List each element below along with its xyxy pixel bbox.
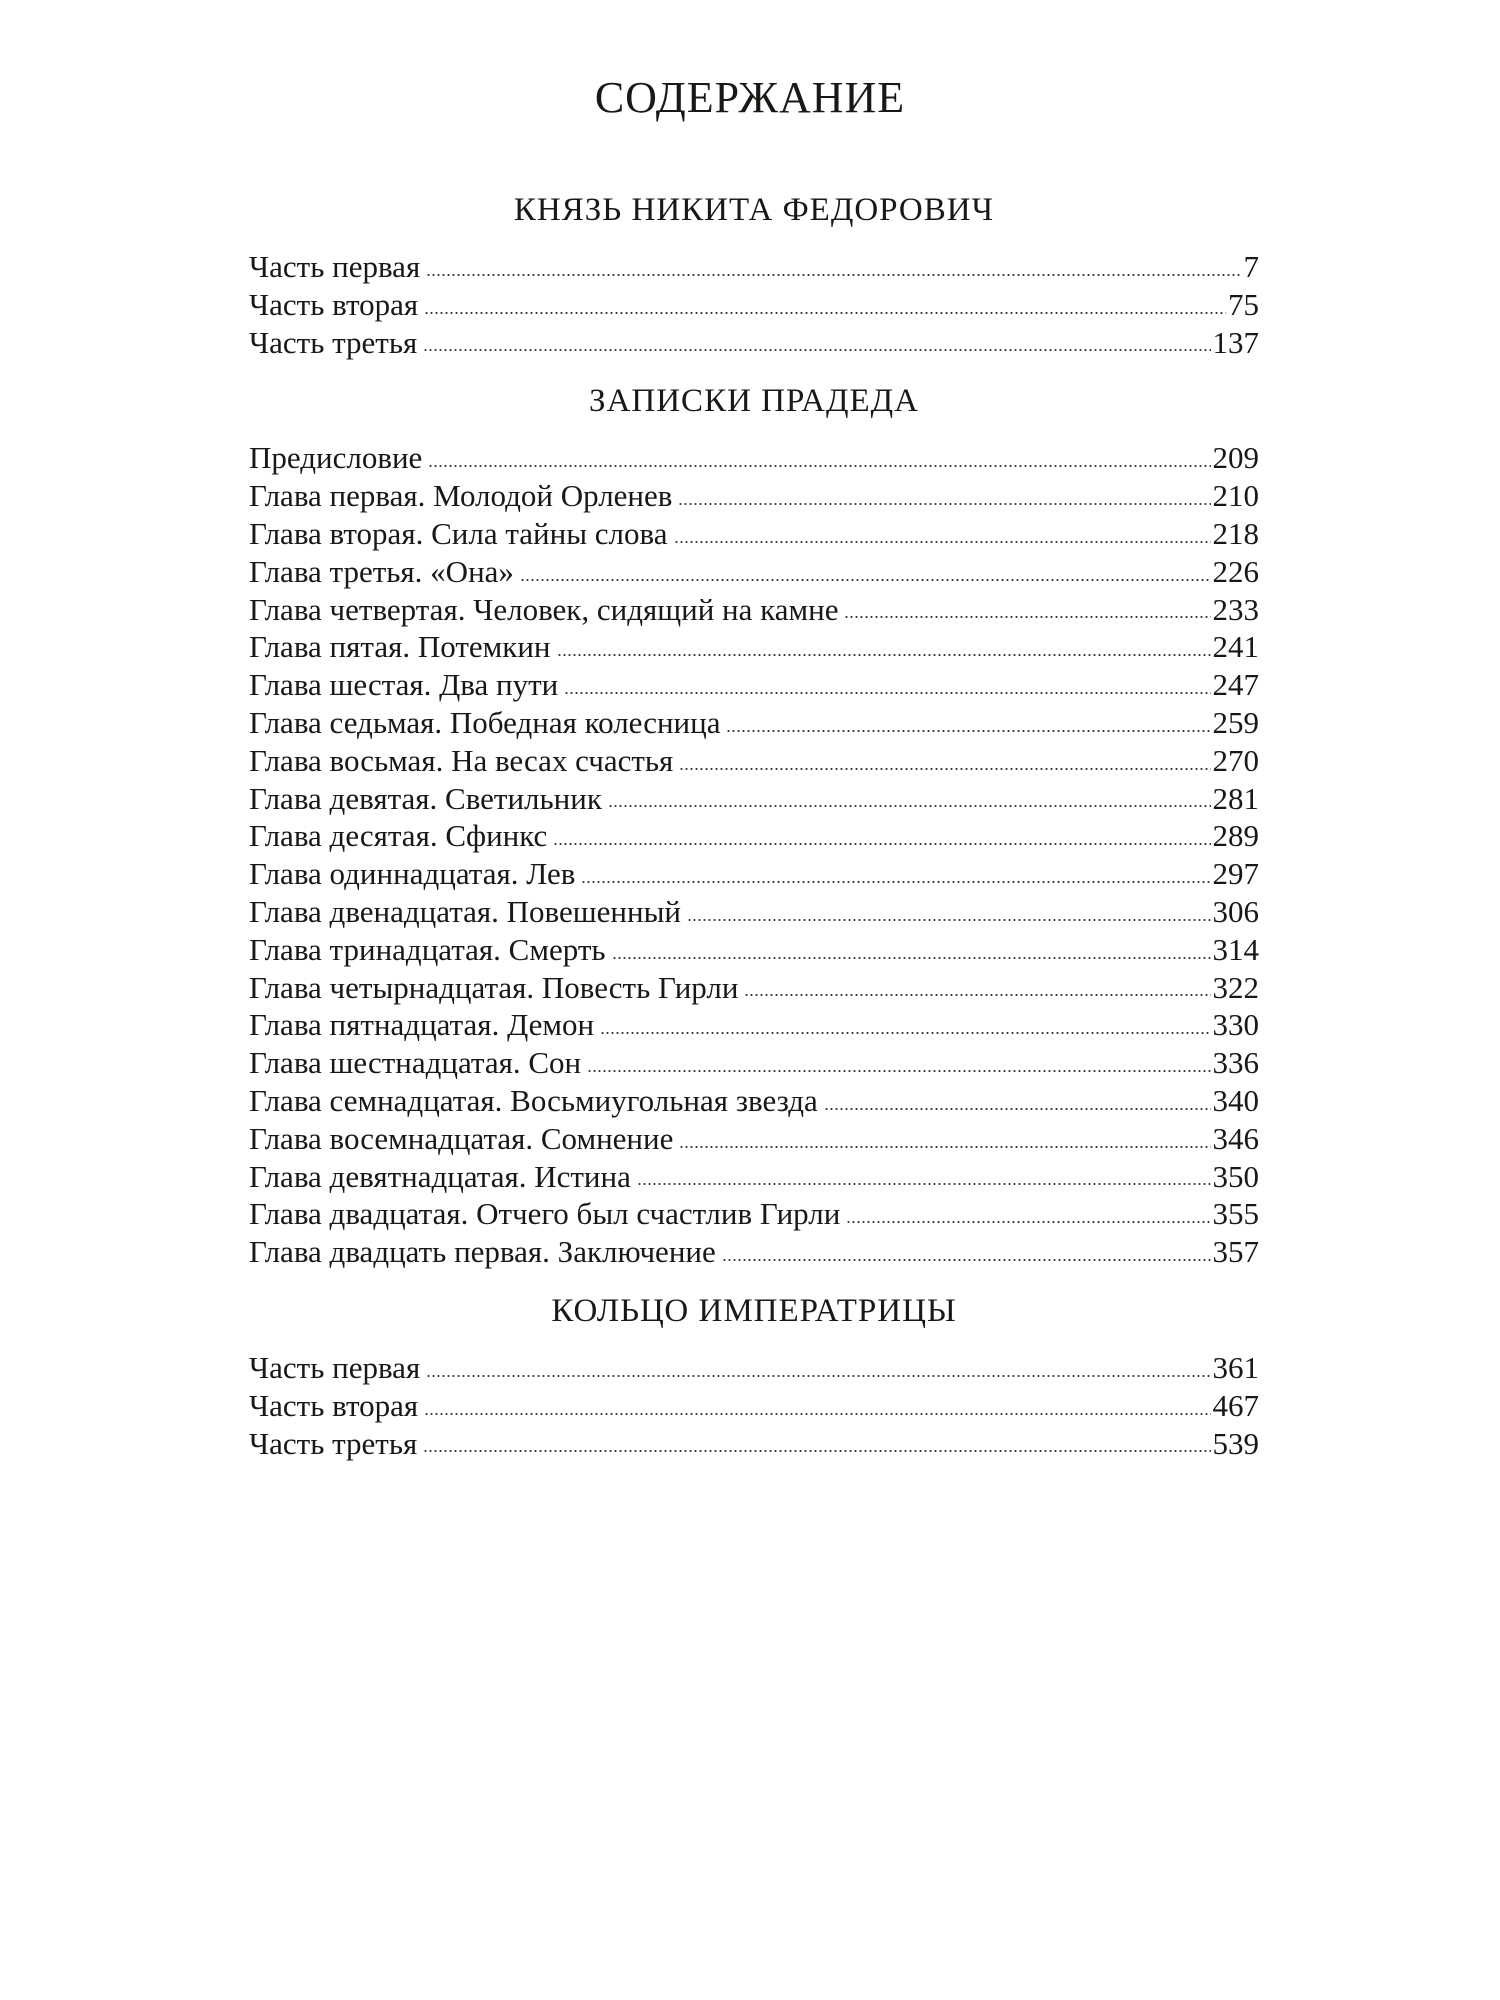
entry-page-number: 336 xyxy=(1212,1045,1259,1081)
entry-page-number: 322 xyxy=(1212,969,1259,1005)
entry-page-number: 270 xyxy=(1212,742,1259,778)
entry-label: Глава четвертая. Человек, сидящий на камне xyxy=(249,591,839,627)
dot-leader xyxy=(637,1178,1211,1186)
dot-leader xyxy=(846,1216,1210,1224)
entry-page-number: 226 xyxy=(1212,553,1259,589)
entry-page-number: 289 xyxy=(1212,818,1259,854)
dot-leader xyxy=(679,1141,1210,1149)
entry-page-number: 357 xyxy=(1212,1234,1259,1270)
entry-page-number: 350 xyxy=(1212,1158,1259,1194)
toc-entry[interactable] xyxy=(249,893,1259,931)
toc-entry[interactable] xyxy=(249,248,1259,286)
toc-entry[interactable] xyxy=(249,1044,1259,1082)
toc-entry[interactable] xyxy=(249,666,1259,704)
entry-label: Глава восемнадцатая. Сомнение xyxy=(249,1120,674,1156)
entry-label: Глава шестая. Два пути xyxy=(249,667,559,703)
entry-label: Глава седьмая. Победная колесница xyxy=(249,704,721,740)
entry-page-number: 247 xyxy=(1212,667,1259,703)
toc-entry[interactable] xyxy=(249,1006,1259,1044)
entry-page-number: 340 xyxy=(1212,1082,1259,1118)
toc-entry[interactable] xyxy=(249,855,1259,893)
entry-page-number: 346 xyxy=(1212,1120,1259,1156)
section-title: КНЯЗЬ НИКИТА ФЕДОРОВИЧ xyxy=(513,192,995,228)
dot-leader xyxy=(608,800,1211,808)
dot-leader xyxy=(744,989,1210,997)
section-title: КОЛЬЦО ИМПЕРАТРИЦЫ xyxy=(551,1292,957,1329)
toc-entry[interactable] xyxy=(249,1195,1259,1233)
dot-leader xyxy=(428,460,1210,468)
toc-entry[interactable] xyxy=(249,515,1259,553)
toc-entry[interactable] xyxy=(249,439,1259,477)
toc-entry[interactable] xyxy=(249,1349,1259,1387)
entry-label: Часть вторая xyxy=(249,1387,419,1423)
entry-label: Глава девятая. Светильник xyxy=(249,780,602,816)
dot-leader xyxy=(679,763,1210,771)
entry-label: Предисловие xyxy=(249,440,423,476)
toc-entry[interactable] xyxy=(249,628,1259,666)
entry-page-number: 330 xyxy=(1212,1007,1259,1043)
entry-page-number: 7 xyxy=(1243,249,1259,284)
entry-page-number: 210 xyxy=(1212,478,1259,514)
dot-leader xyxy=(520,574,1211,582)
entry-list xyxy=(249,248,1259,361)
toc-entry[interactable] xyxy=(249,1233,1259,1271)
dot-leader xyxy=(424,307,1226,315)
entry-label: Глава десятая. Сфинкс xyxy=(249,818,548,854)
toc-entry[interactable] xyxy=(249,1120,1259,1158)
toc-section-prince-nikita xyxy=(249,190,1259,361)
dot-leader xyxy=(423,344,1210,352)
entry-label: Глава восьмая. На весах счастья xyxy=(249,742,674,778)
toc-entry[interactable] xyxy=(249,931,1259,969)
dot-leader xyxy=(687,914,1211,922)
dot-leader xyxy=(564,687,1210,695)
entry-page-number: 259 xyxy=(1212,704,1259,740)
entry-label: Часть третья xyxy=(249,324,418,360)
entry-label: Часть вторая xyxy=(249,286,419,322)
entry-label: Глава пятая. Потемкин xyxy=(249,629,551,665)
toc-entry[interactable] xyxy=(249,591,1259,629)
entry-label: Часть первая xyxy=(249,1349,421,1385)
toc-entry[interactable] xyxy=(249,1082,1259,1120)
entry-page-number: 361 xyxy=(1212,1349,1259,1385)
dot-leader xyxy=(424,1408,1210,1416)
toc-entry[interactable] xyxy=(249,1158,1259,1196)
dot-leader xyxy=(581,876,1210,884)
entry-label: Глава двадцать первая. Заключение xyxy=(249,1234,716,1270)
entry-page-number: 314 xyxy=(1212,931,1259,967)
dot-leader xyxy=(612,952,1211,960)
toc-entry[interactable] xyxy=(249,553,1259,591)
dot-leader xyxy=(426,1370,1210,1378)
entry-label: Глава первая. Молодой Орленев xyxy=(249,478,673,514)
dot-leader xyxy=(824,1103,1211,1111)
entry-page-number: 241 xyxy=(1212,629,1259,665)
section-title: ЗАПИСКИ ПРАДЕДА xyxy=(589,383,919,420)
toc-entry[interactable] xyxy=(249,286,1259,324)
entry-page-number: 355 xyxy=(1212,1196,1259,1232)
dot-leader xyxy=(600,1027,1210,1035)
entry-page-number: 281 xyxy=(1212,780,1259,816)
dot-leader xyxy=(674,536,1211,544)
toc-entry[interactable] xyxy=(249,780,1259,818)
entry-label: Глава семнадцатая. Восьмиугольная звезда xyxy=(249,1082,818,1118)
dot-leader xyxy=(553,838,1210,846)
entry-page-number: 297 xyxy=(1212,856,1259,892)
toc-entry[interactable] xyxy=(249,1387,1259,1425)
dot-leader xyxy=(678,498,1210,506)
dot-leader xyxy=(726,725,1210,733)
entry-page-number: 539 xyxy=(1212,1425,1259,1461)
entry-label: Глава тринадцатая. Смерть xyxy=(249,931,606,967)
toc-entry[interactable] xyxy=(249,969,1259,1007)
entry-list xyxy=(249,439,1259,1271)
dot-leader xyxy=(722,1254,1211,1262)
entry-label: Глава шестнадцатая. Сон xyxy=(249,1045,582,1081)
toc-section-great-grandfather-notes xyxy=(249,381,1259,1271)
dot-leader xyxy=(426,269,1241,277)
entry-label: Глава пятнадцатая. Демон xyxy=(249,1007,595,1043)
toc-entry[interactable] xyxy=(249,324,1259,362)
entry-label: Глава третья. «Она» xyxy=(249,553,514,589)
page-title: СОДЕРЖАНИЕ xyxy=(594,73,906,122)
entry-label: Глава девятнадцатая. Истина xyxy=(249,1158,631,1194)
entry-label: Часть третья xyxy=(249,1425,418,1461)
entry-page-number: 306 xyxy=(1212,893,1259,929)
dot-leader xyxy=(587,1065,1210,1073)
entry-label: Глава одиннадцатая. Лев xyxy=(249,856,576,892)
entry-label: Глава двадцатая. Отчего был счастлив Гирли xyxy=(249,1196,841,1232)
entry-page-number: 467 xyxy=(1212,1387,1259,1423)
toc-entry[interactable] xyxy=(249,742,1259,780)
entry-page-number: 137 xyxy=(1212,324,1259,360)
entry-label: Часть первая xyxy=(249,249,421,284)
entry-page-number: 75 xyxy=(1228,286,1259,322)
dot-leader xyxy=(557,649,1211,657)
entry-label: Глава четырнадцатая. Повесть Гирли xyxy=(249,969,739,1005)
dot-leader xyxy=(423,1445,1210,1453)
toc-entry[interactable] xyxy=(249,1425,1259,1463)
entry-label: Глава вторая. Сила тайны слова xyxy=(249,515,668,551)
dot-leader xyxy=(844,611,1210,619)
entry-page-number: 233 xyxy=(1212,591,1259,627)
entry-list xyxy=(249,1349,1259,1462)
toc-section-empress-ring xyxy=(249,1291,1259,1462)
toc-entry[interactable] xyxy=(249,477,1259,515)
entry-page-number: 218 xyxy=(1212,515,1259,551)
entry-page-number: 209 xyxy=(1212,440,1259,476)
table-of-contents xyxy=(249,190,1259,1462)
toc-entry[interactable] xyxy=(249,704,1259,742)
entry-label: Глава двенадцатая. Повешенный xyxy=(249,893,681,929)
toc-entry[interactable] xyxy=(249,817,1259,855)
